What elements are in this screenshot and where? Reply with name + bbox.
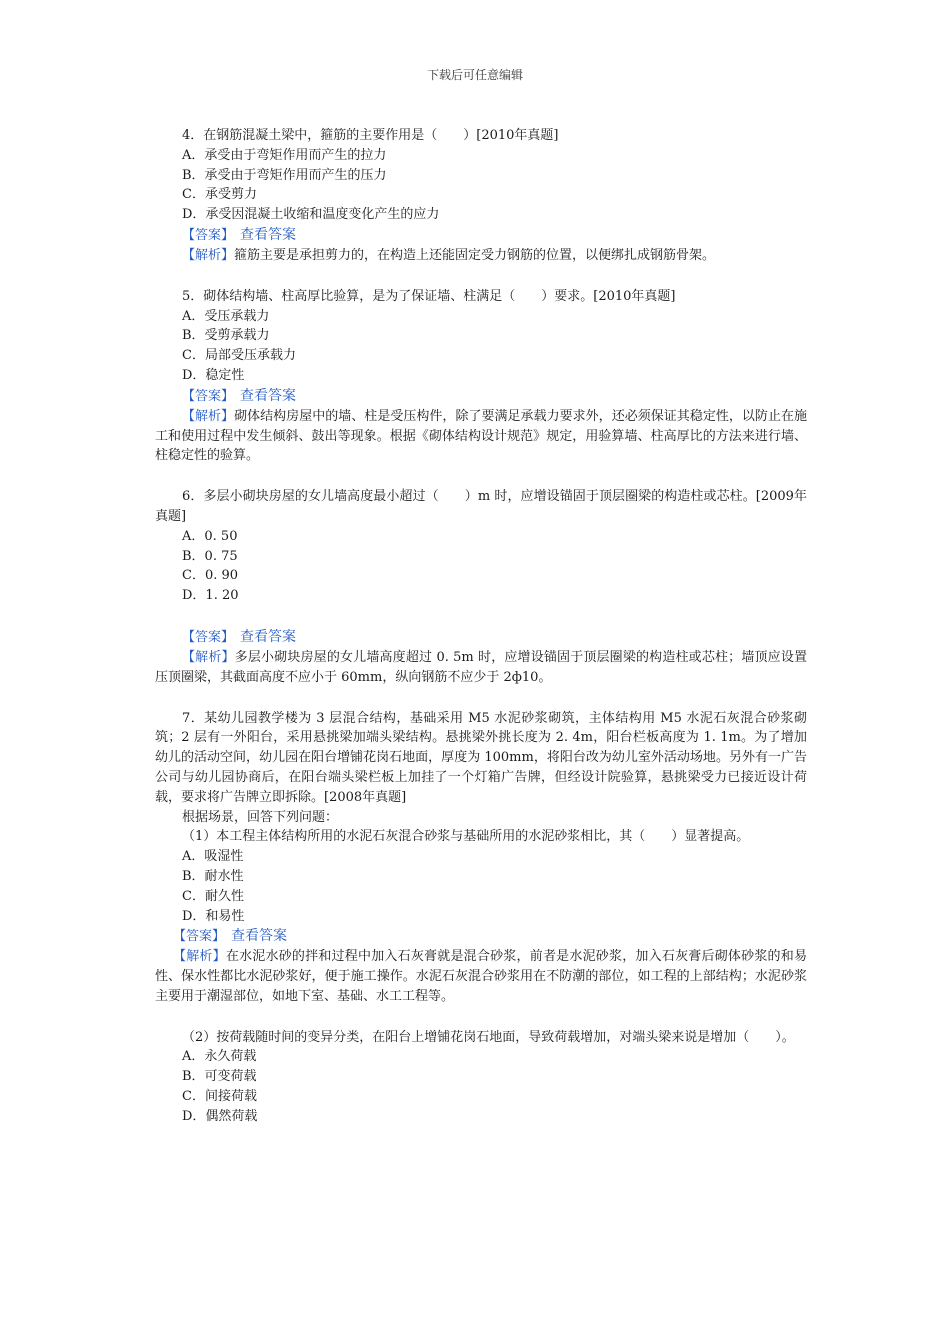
analysis-tag: 【解析】 — [182, 247, 235, 263]
q5-view-answer-link[interactable]: 查看答案 — [240, 387, 297, 404]
q4-option-b: B．承受由于弯矩作用而产生的压力 — [182, 167, 387, 183]
q7-sub2-option-a: A．永久荷载 — [182, 1049, 257, 1065]
q7-sub2-stem: （2）按荷载随时间的变异分类，在阳台上增铺花岗石地面，导致荷载增加，对端头梁来说是增加（ ）。 — [182, 1029, 795, 1045]
analysis-tag: 【解析】 — [182, 649, 235, 665]
q6-option-b: B．0. 75 — [182, 548, 238, 564]
q5-option-b: B．受剪承载力 — [182, 328, 270, 344]
answer-tag: 【答案】 — [173, 929, 226, 945]
q4-analysis — [155, 246, 807, 266]
answer-tag: 【答案】 — [182, 227, 235, 243]
q7-sub1-option-d: D．和易性 — [182, 908, 245, 924]
q4-option-a: A．承受由于弯矩作用而产生的拉力 — [182, 147, 387, 163]
analysis-tag: 【解析】 — [173, 949, 226, 965]
answer-tag: 【答案】 — [182, 388, 235, 404]
q4-option-d: D．承受因混凝土收缩和温度变化产生的应力 — [182, 207, 440, 223]
q5-analysis — [155, 407, 807, 466]
page-header: 下载后可任意编辑 — [426, 68, 523, 82]
analysis-tag: 【解析】 — [182, 408, 235, 424]
q7-sub1-stem: （1）本工程主体结构所用的水泥石灰混合砂浆与基础所用的水泥砂浆相比，其（ ）显著提高。 — [182, 829, 750, 845]
q7-sub1-answer-row — [155, 926, 807, 947]
q7-sub1-option-c: C．耐久性 — [182, 888, 244, 904]
q7-sub1-analysis — [155, 947, 807, 1006]
q5-stem: 5．砌体结构墙、柱高厚比验算，是为了保证墙、柱满足（ ）要求。[2010年真题] — [182, 288, 676, 304]
answer-tag: 【答案】 — [182, 629, 235, 645]
q4-answer-row — [155, 225, 807, 246]
q7-sub1-analysis-text: 在水泥水砂的拌和过程中加入石灰膏就是混合砂浆，前者是水泥砂浆，加入石灰膏后砌体砂浆的和易性、保水性都比水泥砂浆好，便于施工操作。水泥石灰混合砂浆用在不防潮的部位，如工程的上部结构；水泥砂浆主要用于潮湿部位，如地下室、基础、水工工程等。 — [155, 949, 807, 1004]
q4-view-answer-link[interactable]: 查看答案 — [240, 226, 297, 243]
q6-option-d: D．1. 20 — [182, 588, 239, 604]
q5-option-d: D．稳定性 — [182, 367, 245, 383]
q6-answer-row — [155, 627, 807, 648]
q5-answer-row — [155, 386, 807, 407]
document-body — [155, 126, 807, 1127]
q5-analysis-text: 砌体结构房屋中的墙、柱是受压构件，除了要满足承载力要求外，还必须保证其稳定性，以防止在施工和使用过程中发生倾斜、鼓出等现象。根据《砌体结构设计规范》规定，用验算墙、柱高厚比的方法来进行墙、柱稳定性的验算。 — [155, 408, 807, 464]
q4-option-c: C．承受剪力 — [182, 187, 257, 203]
q6-option-a: A．0. 50 — [182, 528, 238, 544]
q7-scene: 根据场景，回答下列问题： — [182, 809, 339, 825]
q5-option-c: C．局部受压承载力 — [182, 348, 296, 364]
q7-sub2-option-c: C．间接荷载 — [182, 1089, 257, 1105]
q7-sub2-option-b: B．可变荷载 — [182, 1069, 257, 1085]
q7-sub1-view-answer-link[interactable]: 查看答案 — [231, 928, 288, 945]
q6-stem: 6．多层小砌块房屋的女儿墙高度最小超过（ ）m 时，应增设锚固于顶层圈梁的构造柱或芯柱。[2009年真题] — [155, 489, 807, 524]
q4-analysis-text: 箍筋主要是承担剪力的，在构造上还能固定受力钢筋的位置，以便绑扎成钢筋骨架。 — [234, 247, 716, 263]
q7-sub1-option-b: B．耐水性 — [182, 868, 244, 884]
q7-sub1-option-a: A．吸湿性 — [182, 849, 244, 865]
q6-view-answer-link[interactable]: 查看答案 — [240, 628, 297, 645]
q7-sub2-option-d: D．偶然荷载 — [182, 1108, 258, 1124]
q6-option-c: C．0. 90 — [182, 568, 239, 584]
q4-stem: 4．在钢筋混凝土梁中，箍筋的主要作用是（ ）[2010年真题] — [182, 128, 559, 143]
q6-analysis-text: 多层小砌块房屋的女儿墙高度超过 0. 5m 时，应增设锚固于顶层圈梁的构造柱或芯柱；墙顶应设置压顶圈梁，其截面高度不应小于 60mm，纵向钢筋不应少于 2ф10。 — [155, 649, 807, 685]
q7-stem: 7．某幼儿园教学楼为 3 层混合结构，基础采用 M5 水泥砂浆砌筑，主体结构用 M5 水泥石灰混合砂浆砌筑；2 层有一外阳台，采用悬挑梁加端头梁结构。悬挑梁外挑长度为 2. 4m，阳台栏板高度为 1. 1m。为了增加幼儿的活动空间，幼儿园在阳台增铺花岗石地面，厚度为 100mm，将阳台改为幼儿室外活动场地。另外有一广告公司与幼儿园协商后，在阳台端头梁栏板上加挂了一个灯箱广告牌，但经设计院验算，悬挑梁受力已接近设计荷载，要求将广告牌立即拆除。[2008年真题] — [155, 710, 807, 805]
q6-analysis — [155, 648, 807, 688]
q5-option-a: A．受压承载力 — [182, 308, 270, 324]
